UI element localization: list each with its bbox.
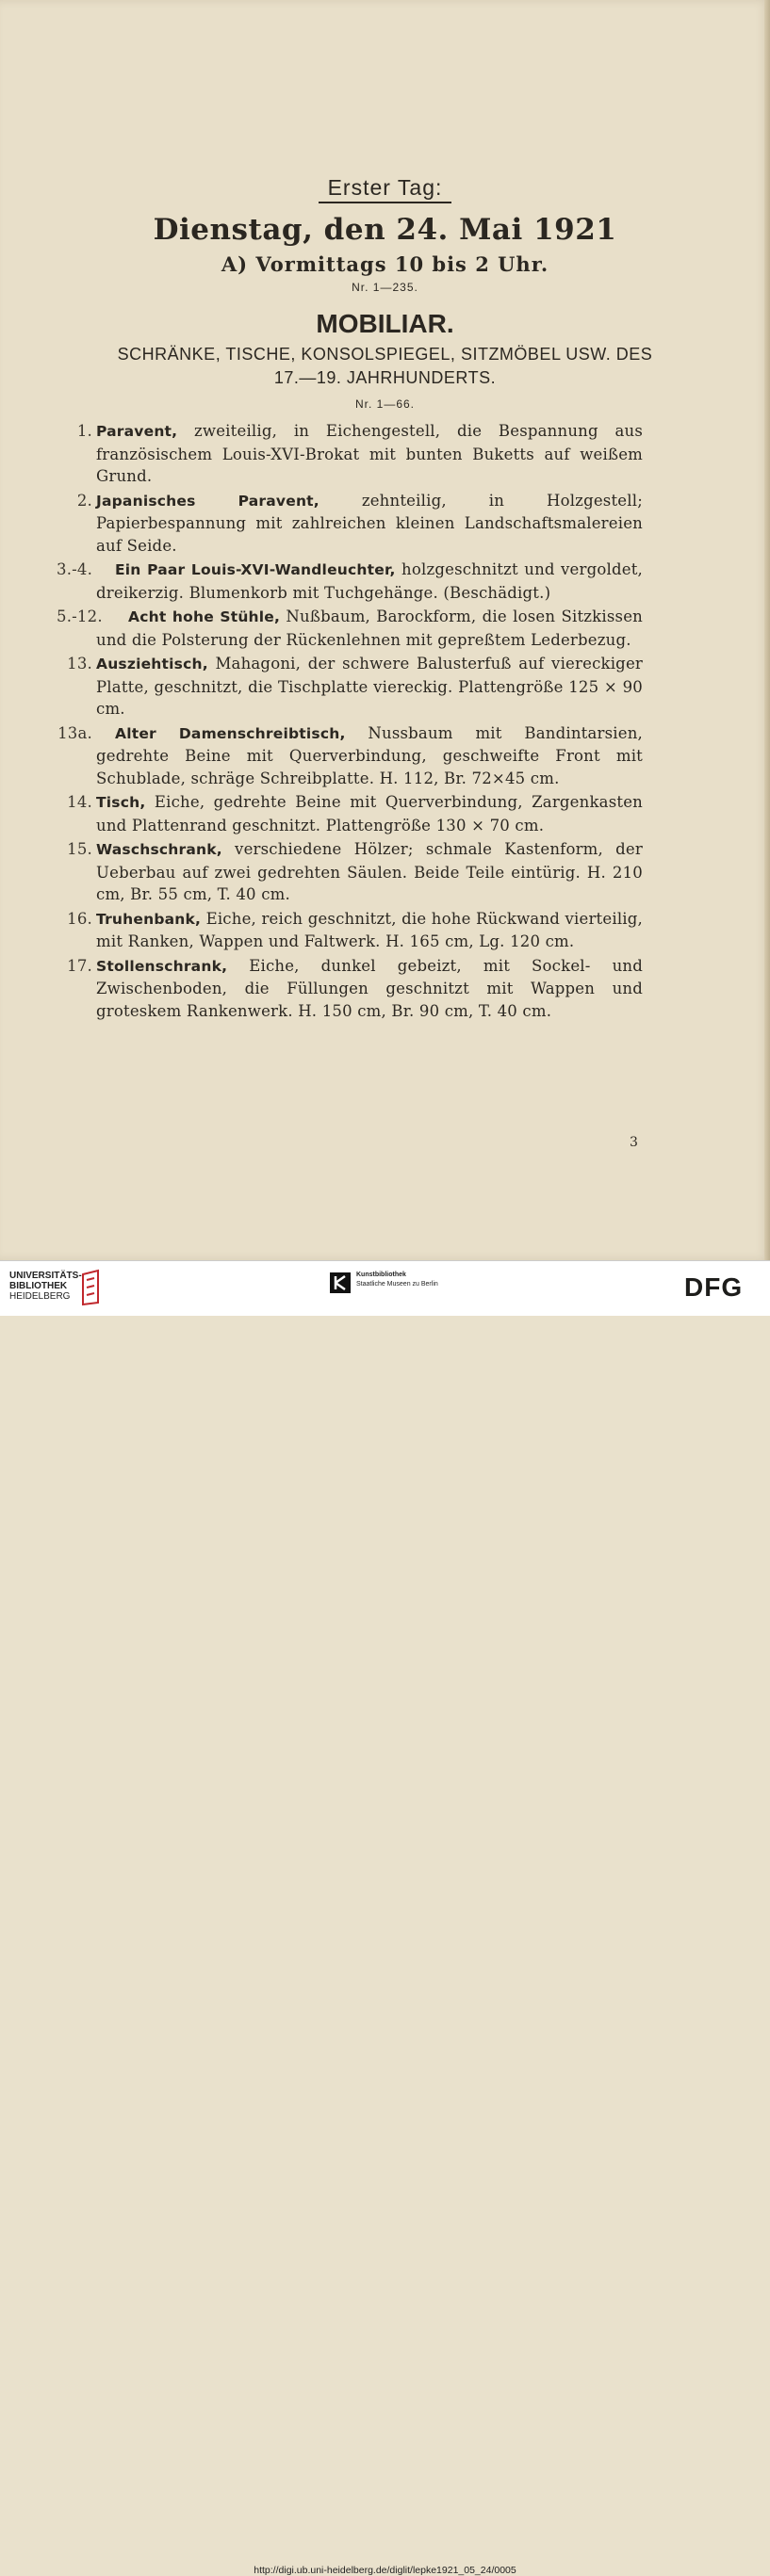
lot-entry [57, 420, 643, 488]
lot-description: Nußbaum, Barockform, die losen Sitzkissen und die Polsterung der Rückenlehnen mit gepreßtem Lederbezug. [96, 608, 643, 649]
lot-description: Eiche, gedrehte Beine mit Querverbindung, Zargenkasten und Plattenrand geschnitzt. Plattengröße 130 × 70 cm. [96, 793, 643, 834]
section-lot-range: Nr. 1—66. [354, 397, 416, 411]
lot-entry [57, 908, 643, 953]
lot-name: Acht hohe Stühle, [128, 608, 281, 625]
page-number: 3 [630, 1135, 638, 1150]
viewer-footer [0, 1260, 770, 2576]
lot-entry [57, 606, 643, 651]
lot-description: zehnteilig, in Holzgestell; Papierbespannung mit zahlreichen kleinen Landschaftsmalereien auf Seide. [96, 491, 643, 555]
lot-description: holzgeschnitzt und vergoldet, dreikerzig. Blumenkorb mit Tuchgehänge. (Beschädigt.) [96, 560, 643, 602]
uni-logo-line: HEIDELBERG [9, 1291, 71, 1302]
lot-name: Paravent, [96, 423, 178, 440]
lot-entry [57, 559, 643, 604]
uni-logo-line: BIBLIOTHEK [9, 1281, 68, 1291]
lot-number: 15. [67, 840, 92, 858]
lot-number: 3.-4. [57, 560, 93, 578]
section-subtitle-century: 17.—19. JAHRHUNDERTS. [273, 368, 497, 387]
lot-number: 17. [67, 956, 92, 975]
lot-entry [57, 722, 643, 790]
university-library-logo[interactable] [9, 1271, 85, 1302]
lot-number: 16. [67, 909, 92, 928]
lot-description: zweiteilig, in Eichengestell, die Bespannung aus französischem Louis-XVI-Brokat mit bunten Buketts auf weißem Grund. [96, 422, 643, 485]
lot-name: Ausziehtisch, [96, 656, 208, 672]
lot-description: verschiedene Hölzer; schmale Kastenform, der Ueberbau auf zwei gedrehten Säulen. Beide Teile eintürig. H. 210 cm, Br. 55 cm, T. 40 cm. [96, 840, 643, 903]
lot-entry [57, 838, 643, 906]
lot-description: Nussbaum mit Bandintarsien, gedrehte Beine mit Querverbindung, geschweifte Front mit Schublade, schräge Schreibplatte. H. 112, Br. 72×45 cm. [96, 723, 643, 787]
university-seal-icon [79, 1269, 106, 1306]
lot-list [57, 420, 643, 1024]
lot-description: Eiche, reich geschnitzt, die hohe Rückwand vierteilig, mit Ranken, Wappen und Faltwerk. H. 165 cm, Lg. 120 cm. [96, 909, 643, 950]
kb-logo-line: Kunstbibliothek [356, 1272, 406, 1278]
lot-number: 2. [76, 491, 92, 510]
lot-entry [57, 490, 643, 558]
lot-name: Waschschrank, [96, 841, 222, 858]
session-time: A) Vormittags 10 bis 2 Uhr. [221, 252, 549, 276]
kunstbibliothek-logo[interactable] [356, 1271, 438, 1289]
lot-entry [57, 791, 643, 836]
lot-entry [57, 955, 643, 1023]
section-title: MOBILIAR. [316, 309, 454, 338]
session-lot-range: Nr. 1—235. [352, 281, 418, 294]
lot-number: 5.-12. [57, 608, 103, 625]
dfg-logo[interactable]: DFG [684, 1272, 744, 1302]
auction-date: Dienstag, den 24. Mai 1921 [153, 213, 617, 247]
lot-name: Stollenschrank, [96, 957, 228, 975]
catalog-page [0, 0, 770, 1260]
lot-description: Eiche, dunkel gebeizt, mit Sockel- und Zwischenboden, die Füllungen geschnitzt mit Wappen und groteskem Rankenwerk. H. 150 cm, Br. 90 cm, T. 40 cm. [96, 956, 643, 1020]
lot-number: 13a. [57, 723, 92, 742]
lot-name: Alter Damenschreibtisch, [115, 724, 346, 742]
day-title: Erster Tag: [0, 175, 770, 201]
uni-logo-line: UNIVERSITÄTS- [9, 1271, 82, 1281]
section-subtitle: SCHRÄNKE, TISCHE, KONSOLSPIEGEL, SITZMÖBEL USW. DES [117, 345, 653, 364]
lot-number: 13. [67, 655, 92, 672]
lot-name: Japanisches Paravent, [96, 492, 319, 510]
lot-name: Tisch, [96, 794, 146, 811]
lot-name: Truhenbank, [96, 910, 202, 928]
lot-entry [57, 653, 643, 721]
lot-number: 14. [67, 793, 92, 811]
kunstbibliothek-logo-icon [330, 1272, 351, 1293]
kb-logo-line: Staatliche Museen zu Berlin [356, 1281, 438, 1288]
lot-description: Mahagoni, der schwere Balusterfuß auf viereckiger Platte, geschnitzt, die Tischplatte viereckig. Plattengröße 125 × 90 cm. [96, 655, 643, 718]
lot-number: 1. [76, 422, 92, 440]
lot-name: Ein Paar Louis-XVI-Wandleuchter, [115, 561, 396, 578]
permalink-url[interactable]: http://digi.ub.uni-heidelberg.de/diglit/lepke1921_05_24/0005 [254, 2565, 516, 2576]
